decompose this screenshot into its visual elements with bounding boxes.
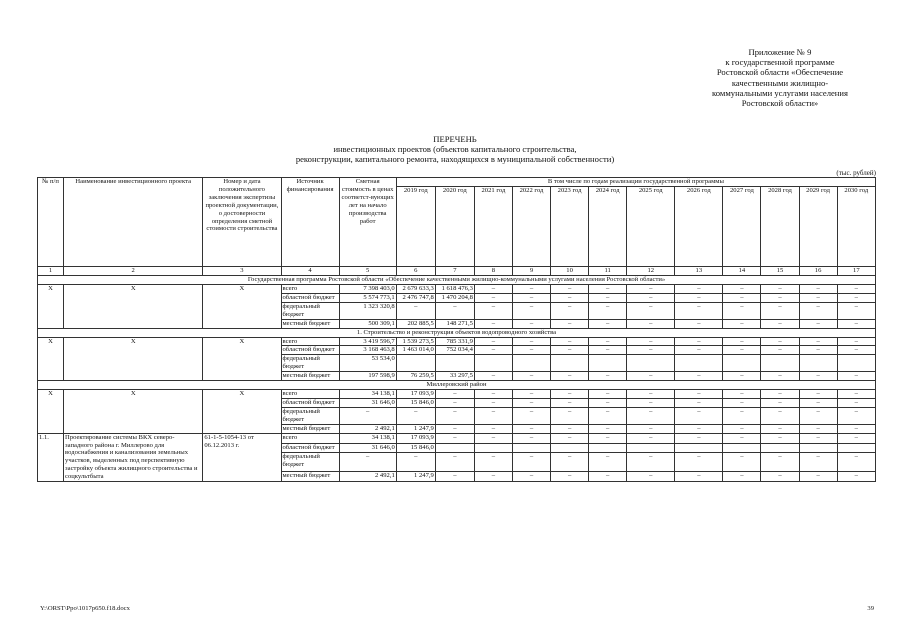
row-value-cell: 17 093,9 — [396, 390, 435, 399]
row-value-cell — [761, 355, 799, 372]
column-number: 5 — [339, 267, 396, 276]
row-value-cell: – — [551, 453, 589, 472]
row-source-cell: всего — [281, 433, 339, 443]
row-value-cell: – — [761, 319, 799, 328]
row-expertise-cell: X — [203, 337, 281, 381]
row-value-cell — [474, 355, 512, 372]
row-value-cell: – — [761, 472, 799, 482]
row-value-cell: – — [551, 372, 589, 381]
row-value-cell: 1 470 204,8 — [435, 293, 474, 302]
column-number: 7 — [435, 267, 474, 276]
header-year: 2025 год — [627, 187, 675, 267]
appendix-line: Ростовской области «Обеспечение — [716, 67, 844, 78]
row-num-cell: 1.1. — [38, 433, 64, 481]
row-source-cell: областной бюджет — [281, 293, 339, 302]
row-value-cell: 148 271,5 — [435, 319, 474, 328]
row-value-cell: – — [799, 319, 837, 328]
column-number: 10 — [551, 267, 589, 276]
row-value-cell: – — [551, 390, 589, 399]
row-value-cell — [435, 355, 474, 372]
row-value-cell: – — [799, 472, 837, 482]
column-number: 16 — [799, 267, 837, 276]
row-value-cell: – — [512, 433, 550, 443]
page-number: 39 — [867, 605, 874, 612]
row-value-cell: – — [589, 302, 627, 319]
row-value-cell: – — [627, 398, 675, 407]
row-value-cell: – — [675, 424, 723, 433]
row-value-cell: – — [512, 453, 550, 472]
row-value-cell: – — [675, 472, 723, 482]
column-number: 13 — [675, 267, 723, 276]
row-value-cell: – — [435, 433, 474, 443]
row-value-cell: 34 138,1 — [339, 433, 396, 443]
row-value-cell: – — [512, 372, 550, 381]
row-source-cell: местный бюджет — [281, 319, 339, 328]
row-value-cell: – — [627, 372, 675, 381]
row-value-cell: – — [799, 337, 837, 346]
row-value-cell: – — [551, 433, 589, 443]
row-value-cell: 3 419 596,7 — [339, 337, 396, 346]
row-value-cell: – — [761, 433, 799, 443]
header-year: 2022 год — [512, 187, 550, 267]
row-value-cell: – — [474, 302, 512, 319]
row-value-cell: – — [761, 337, 799, 346]
row-value-cell — [512, 443, 550, 453]
row-value-cell — [837, 443, 875, 453]
row-value-cell: – — [512, 398, 550, 407]
row-value-cell: – — [837, 372, 875, 381]
row-value-cell — [627, 355, 675, 372]
row-value-cell: 5 574 773,1 — [339, 293, 396, 302]
row-value-cell: 197 598,9 — [339, 372, 396, 381]
column-number: 15 — [761, 267, 799, 276]
row-value-cell: 31 646,0 — [339, 443, 396, 453]
row-value-cell: – — [627, 293, 675, 302]
row-value-cell: – — [474, 424, 512, 433]
column-number: 9 — [512, 267, 550, 276]
header-expertise: Номер и дата положительного заключения экспертизы проектной документации, о достоверности определения сметной стоимости строительства — [203, 178, 281, 267]
row-value-cell: – — [761, 407, 799, 424]
header-year: 2029 год — [799, 187, 837, 267]
row-value-cell: – — [799, 453, 837, 472]
row-value-cell: – — [675, 390, 723, 399]
row-value-cell: – — [723, 302, 761, 319]
header-year: 2021 год — [474, 187, 512, 267]
column-number: 11 — [589, 267, 627, 276]
row-value-cell: – — [723, 337, 761, 346]
row-value-cell: – — [723, 472, 761, 482]
row-value-cell: – — [723, 407, 761, 424]
row-value-cell: – — [675, 407, 723, 424]
row-value-cell: – — [474, 390, 512, 399]
row-value-cell: – — [474, 346, 512, 355]
column-number: 2 — [64, 267, 203, 276]
header-year: 2023 год — [551, 187, 589, 267]
header-source: Источник финансирования — [281, 178, 339, 267]
row-value-cell: – — [799, 433, 837, 443]
row-value-cell — [551, 355, 589, 372]
row-value-cell: 1 539 273,5 — [396, 337, 435, 346]
row-value-cell: 500 309,1 — [339, 319, 396, 328]
row-name-cell: X — [64, 285, 203, 329]
header-year: 2024 год — [589, 187, 627, 267]
row-value-cell: – — [396, 453, 435, 472]
header-year: 2020 год — [435, 187, 474, 267]
row-value-cell: – — [837, 302, 875, 319]
section-title-row — [38, 381, 876, 390]
row-value-cell: – — [551, 285, 589, 294]
row-value-cell: – — [589, 407, 627, 424]
row-value-cell: – — [589, 472, 627, 482]
row-value-cell: – — [627, 433, 675, 443]
row-value-cell — [675, 355, 723, 372]
row-value-cell: – — [627, 453, 675, 472]
row-value-cell: 1 323 320,8 — [339, 302, 396, 319]
row-value-cell: – — [551, 424, 589, 433]
section-title-row — [38, 276, 876, 285]
row-source-cell: местный бюджет — [281, 424, 339, 433]
row-source-cell: областной бюджет — [281, 346, 339, 355]
row-value-cell: – — [435, 407, 474, 424]
row-value-cell — [675, 443, 723, 453]
row-value-cell: – — [396, 302, 435, 319]
column-number: 6 — [396, 267, 435, 276]
row-value-cell: – — [675, 372, 723, 381]
row-value-cell: – — [627, 302, 675, 319]
document-title — [230, 134, 680, 165]
row-value-cell: – — [675, 346, 723, 355]
row-value-cell: – — [627, 407, 675, 424]
row-value-cell: – — [551, 293, 589, 302]
title-line: инвестиционных проектов (объектов капитального строительства, — [333, 144, 577, 155]
row-value-cell: – — [551, 302, 589, 319]
row-value-cell: – — [512, 302, 550, 319]
row-value-cell: 202 885,5 — [396, 319, 435, 328]
table-row — [38, 285, 876, 294]
row-value-cell: – — [474, 319, 512, 328]
row-value-cell: – — [799, 372, 837, 381]
column-number: 4 — [281, 267, 339, 276]
row-value-cell: – — [512, 285, 550, 294]
row-source-cell: всего — [281, 285, 339, 294]
row-value-cell: – — [512, 407, 550, 424]
row-value-cell: 76 259,5 — [396, 372, 435, 381]
row-value-cell: – — [512, 337, 550, 346]
row-value-cell: – — [589, 285, 627, 294]
footer-file-path: Y:\ORST\Ppo\1017p650.f18.docx — [40, 605, 130, 612]
row-value-cell: – — [675, 319, 723, 328]
row-value-cell: – — [799, 424, 837, 433]
row-source-cell: федеральный бюджет — [281, 355, 339, 372]
row-value-cell — [799, 355, 837, 372]
row-value-cell: – — [589, 319, 627, 328]
column-number: 3 — [203, 267, 281, 276]
row-value-cell: – — [761, 398, 799, 407]
row-value-cell: – — [512, 319, 550, 328]
row-value-cell: – — [627, 285, 675, 294]
row-value-cell: – — [799, 346, 837, 355]
row-source-cell: местный бюджет — [281, 472, 339, 482]
row-source-cell: областной бюджет — [281, 443, 339, 453]
appendix-header — [660, 47, 900, 108]
row-value-cell: – — [723, 433, 761, 443]
row-value-cell: – — [589, 293, 627, 302]
row-name-cell: Проектирование системы ВКХ северо-западного района г. Миллерово для водоснабжения и канализования земельных участков, выделенных под перспективную застройку объекта жилищного строительства и соцкультбыта — [64, 433, 203, 481]
row-num-cell: X — [38, 337, 64, 381]
row-source-cell: федеральный бюджет — [281, 302, 339, 319]
header-year: 2028 год — [761, 187, 799, 267]
row-value-cell: 1 618 476,3 — [435, 285, 474, 294]
appendix-line: Приложение № 9 — [748, 47, 812, 57]
row-value-cell: – — [675, 285, 723, 294]
row-value-cell — [396, 355, 435, 372]
row-source-cell: всего — [281, 390, 339, 399]
title-heading: ПЕРЕЧЕНЬ — [433, 134, 477, 144]
row-value-cell: – — [551, 319, 589, 328]
row-value-cell: – — [435, 390, 474, 399]
row-value-cell: – — [589, 453, 627, 472]
row-name-cell: X — [64, 337, 203, 381]
row-value-cell — [799, 443, 837, 453]
row-value-cell: – — [723, 293, 761, 302]
row-value-cell: – — [799, 285, 837, 294]
row-value-cell: – — [799, 390, 837, 399]
row-value-cell: – — [761, 302, 799, 319]
row-value-cell: 2 492,1 — [339, 424, 396, 433]
row-value-cell: – — [339, 453, 396, 472]
row-value-cell — [551, 443, 589, 453]
row-value-cell: 1 247,9 — [396, 424, 435, 433]
row-value-cell: – — [837, 337, 875, 346]
row-value-cell: 31 646,0 — [339, 398, 396, 407]
row-value-cell: – — [551, 346, 589, 355]
row-value-cell: 2 476 747,8 — [396, 293, 435, 302]
row-value-cell: – — [627, 346, 675, 355]
row-value-cell: 53 534,0 — [339, 355, 396, 372]
header-year: 2030 год — [837, 187, 875, 267]
row-value-cell: – — [837, 390, 875, 399]
row-value-cell: – — [551, 337, 589, 346]
appendix-line: коммунальными услугами населения — [712, 87, 848, 98]
row-value-cell: – — [837, 453, 875, 472]
section-title: Миллеровский район — [38, 381, 876, 390]
row-value-cell: – — [837, 285, 875, 294]
row-value-cell: 15 846,0 — [396, 398, 435, 407]
row-value-cell — [837, 355, 875, 372]
row-num-cell: X — [38, 390, 64, 434]
column-number: 14 — [723, 267, 761, 276]
row-value-cell: – — [761, 285, 799, 294]
row-expertise-cell: X — [203, 390, 281, 434]
row-value-cell: – — [723, 319, 761, 328]
table-row — [38, 390, 876, 399]
row-value-cell: – — [512, 346, 550, 355]
row-value-cell: 2 679 633,3 — [396, 285, 435, 294]
row-value-cell: 7 398 403,0 — [339, 285, 396, 294]
row-value-cell: – — [837, 319, 875, 328]
header-name: Наименование инвестиционного проекта — [64, 178, 203, 267]
row-value-cell: – — [799, 302, 837, 319]
row-value-cell: – — [723, 453, 761, 472]
section-title-row — [38, 328, 876, 337]
row-value-cell: – — [435, 472, 474, 482]
header-year: 2019 год — [396, 187, 435, 267]
row-value-cell: – — [837, 433, 875, 443]
row-value-cell: – — [512, 472, 550, 482]
row-value-cell: – — [723, 424, 761, 433]
appendix-line: к государственной программе — [725, 57, 835, 68]
row-value-cell: – — [675, 302, 723, 319]
row-value-cell: – — [589, 346, 627, 355]
row-value-cell: – — [589, 424, 627, 433]
row-value-cell: – — [675, 293, 723, 302]
row-value-cell: – — [837, 407, 875, 424]
row-value-cell: – — [474, 285, 512, 294]
row-value-cell: 2 492,1 — [339, 472, 396, 482]
row-value-cell: – — [723, 398, 761, 407]
row-value-cell: – — [339, 407, 396, 424]
row-expertise-cell: 61-1-5-1054-13 от 06.12.2013 г. — [203, 433, 281, 481]
row-value-cell: – — [396, 407, 435, 424]
row-value-cell: – — [627, 424, 675, 433]
section-title: Государственная программа Ростовской области «Обеспечение качественными жилищно-коммунальными услугами населения Ростовской области» — [38, 276, 876, 285]
row-value-cell: – — [512, 390, 550, 399]
row-value-cell: 1 247,9 — [396, 472, 435, 482]
row-value-cell: 34 138,1 — [339, 390, 396, 399]
header-year: 2027 год — [723, 187, 761, 267]
row-value-cell: – — [837, 472, 875, 482]
row-value-cell: 1 463 014,0 — [396, 346, 435, 355]
row-value-cell — [589, 443, 627, 453]
row-value-cell: – — [837, 346, 875, 355]
row-value-cell: – — [627, 319, 675, 328]
row-value-cell — [723, 355, 761, 372]
row-source-cell: всего — [281, 337, 339, 346]
row-value-cell: – — [474, 293, 512, 302]
row-value-cell: 785 331,9 — [435, 337, 474, 346]
header-cost: Сметная стоимость в ценах соответст-вующих лет на начало производства работ — [339, 178, 396, 267]
row-value-cell: – — [435, 302, 474, 319]
row-source-cell: областной бюджет — [281, 398, 339, 407]
row-value-cell — [435, 443, 474, 453]
appendix-line: Ростовской области» — [741, 98, 819, 109]
table-row — [38, 337, 876, 346]
row-source-cell: местный бюджет — [281, 372, 339, 381]
row-value-cell: – — [589, 390, 627, 399]
row-value-cell: – — [551, 472, 589, 482]
row-value-cell: – — [723, 372, 761, 381]
row-value-cell: – — [837, 424, 875, 433]
row-value-cell: – — [551, 398, 589, 407]
row-value-cell: – — [799, 407, 837, 424]
row-value-cell: – — [675, 433, 723, 443]
row-value-cell — [761, 443, 799, 453]
row-value-cell: – — [675, 453, 723, 472]
row-name-cell: X — [64, 390, 203, 434]
units-label: (тыс. рублей) — [836, 169, 876, 177]
row-value-cell: – — [435, 453, 474, 472]
row-value-cell: 33 297,5 — [435, 372, 474, 381]
row-value-cell: – — [512, 293, 550, 302]
row-value-cell: – — [799, 293, 837, 302]
row-value-cell — [512, 355, 550, 372]
investment-projects-table — [37, 177, 876, 482]
row-value-cell: 15 846,0 — [396, 443, 435, 453]
row-value-cell: – — [474, 433, 512, 443]
row-value-cell: – — [627, 337, 675, 346]
row-value-cell: – — [761, 390, 799, 399]
appendix-line: качественными жилищно- — [731, 77, 829, 88]
row-num-cell: X — [38, 285, 64, 329]
row-value-cell: – — [837, 398, 875, 407]
row-value-cell — [627, 443, 675, 453]
row-value-cell: – — [474, 472, 512, 482]
row-value-cell: – — [474, 372, 512, 381]
row-value-cell: 17 093,9 — [396, 433, 435, 443]
row-value-cell: 752 034,4 — [435, 346, 474, 355]
row-value-cell: – — [627, 390, 675, 399]
row-value-cell: – — [723, 390, 761, 399]
column-number: 8 — [474, 267, 512, 276]
row-value-cell: – — [675, 398, 723, 407]
row-value-cell: – — [589, 433, 627, 443]
row-value-cell: – — [837, 293, 875, 302]
row-value-cell: – — [589, 398, 627, 407]
row-value-cell: – — [799, 398, 837, 407]
row-value-cell: – — [435, 398, 474, 407]
row-value-cell: – — [761, 453, 799, 472]
row-value-cell: – — [474, 407, 512, 424]
row-source-cell: федеральный бюджет — [281, 453, 339, 472]
column-number: 12 — [627, 267, 675, 276]
row-value-cell: – — [589, 337, 627, 346]
column-number: 1 — [38, 267, 64, 276]
row-value-cell: – — [435, 424, 474, 433]
row-value-cell: 3 168 463,8 — [339, 346, 396, 355]
row-value-cell: – — [761, 372, 799, 381]
row-value-cell: – — [723, 285, 761, 294]
row-value-cell: – — [675, 337, 723, 346]
row-value-cell: – — [474, 453, 512, 472]
row-source-cell: федеральный бюджет — [281, 407, 339, 424]
row-value-cell — [723, 443, 761, 453]
column-number: 17 — [837, 267, 875, 276]
header-year: 2026 год — [675, 187, 723, 267]
row-value-cell: – — [474, 398, 512, 407]
title-line: реконструкции, капитального ремонта, находящихся в муниципальной собственности) — [295, 154, 615, 165]
row-value-cell — [589, 355, 627, 372]
row-value-cell: – — [761, 424, 799, 433]
header-years-group: В том числе по годам реализации государственной программы — [396, 178, 875, 187]
row-value-cell: – — [627, 472, 675, 482]
row-value-cell: – — [512, 424, 550, 433]
row-value-cell: – — [723, 346, 761, 355]
header-num: № п/п — [38, 178, 64, 267]
row-value-cell: – — [761, 293, 799, 302]
row-value-cell: – — [589, 372, 627, 381]
row-value-cell: – — [474, 337, 512, 346]
table-row — [38, 433, 876, 443]
row-expertise-cell: X — [203, 285, 281, 329]
row-value-cell: – — [761, 346, 799, 355]
row-value-cell: – — [551, 407, 589, 424]
row-value-cell — [474, 443, 512, 453]
section-title: 1. Строительство и реконструкция объектов водопроводного хозяйства — [38, 328, 876, 337]
